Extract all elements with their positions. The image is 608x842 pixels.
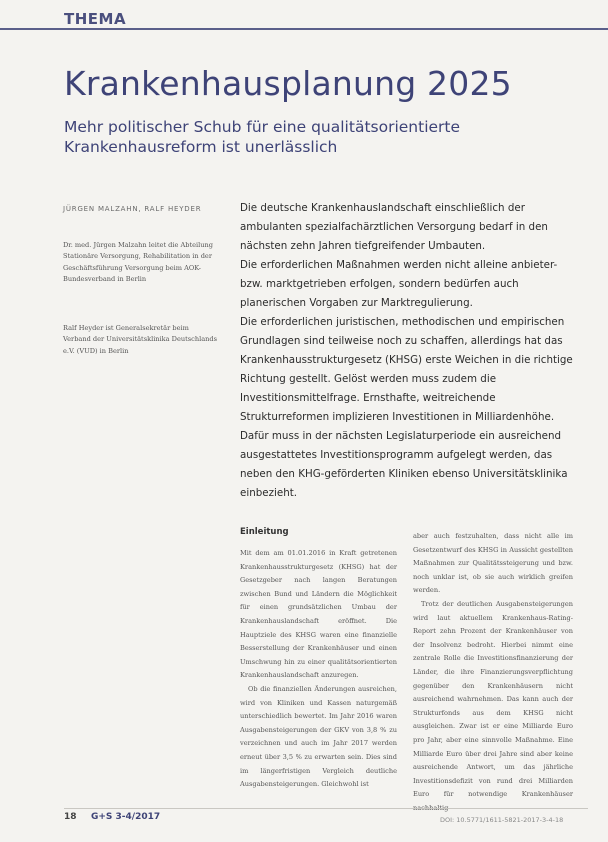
- body-paragraph: Mit dem am 01.01.2016 in Kraft getretenen Krankenhausstrukturgesetz (KHSG) hat der Gesetzgeber nach langen Beratungen zwischen Bund und Ländern die Möglichkeit für einen grundsätzlichen Umbau der Krankenhauslandschaft eröffnet. Die Hauptziele des KHSG waren eine finanzielle Besserstellung der Krankenhäuser und einen Umschwung hin zu einer qualitätsorientierten Krankenhauslandschaft anzuregen.: [240, 549, 397, 680]
- author-names: JÜRGEN MALZAHN, RALF HEYDER: [63, 205, 202, 213]
- section-label: THEMA: [64, 10, 127, 28]
- doi: DOI: 10.5771/1611-5821-2017-3-4-18: [440, 816, 564, 824]
- body-paragraph: Trotz der deutlichen Ausgabensteigerungen wird laut aktuellem Krankenhaus-Rating-Report zehn Prozent der Krankenhäuser von der Insolvenz bedroht. Hierbei nimmt eine zentrale Rolle die Investitionsfinanzierung der Länder, die ihre Finanzierungsverpflichtung gegenüber den Krankenhäusern nicht ausreichend wahrnehmen. Das kann auch der Strukturfonds aus dem KHSG nicht ausgleichen. Zwar ist er eine Milliarde Euro pro Jahr, aber eine sinnvolle Maßnahme. Eine Milliarde Euro über drei Jahre sind aber keine ausreichende Antwort, um das jährliche Investitionsdefizit von rund drei Milliarden Euro für notwendige Krankenhäuser: [413, 599, 573, 799]
- lead-paragraph: [240, 199, 575, 503]
- body-column-left: [240, 547, 397, 792]
- lead-text: Dafür muss in der nächsten Legislaturperiode ein ausreichend ausgestattetes Investitionsprogramm aufgelegt werden, das neben den KHG-geförderten Kliniken ebenso Universitätsklinika einbezieht.: [240, 430, 568, 499]
- journal-issue: G+S 3-4/2017: [91, 812, 161, 822]
- body-column-right: [413, 530, 573, 815]
- body-paragraph: aber auch festzuhalten, dass nicht alle im Gesetzentwurf des KHSG in Aussicht gestellten Maßnahmen zur Qualitätssteigerung und bzw. noch unklar ist, ob sie auch wirklich greifen werden.: [413, 532, 573, 595]
- section-heading: Einleitung: [240, 527, 289, 537]
- article-subtitle: Mehr politischer Schub für eine qualitätsorientierte Krankenhausreform ist unerlässlich: [64, 118, 461, 156]
- article-title: Krankenhausplanung 2025: [64, 64, 512, 103]
- lead-text: Die erforderlichen juristischen, methodischen und empirischen Grundlagen sind teilweise noch zu schaffen, allerdings hat das Krankenhausstrukturgesetz (KHSG) erste Weichen in die richtige Richtung gestellt. Gelöst werden muss zudem die Investitionsmittelfrage. Ernsthafte, weitreichende Strukturreformen implizieren Investitionen in Milliardenhöhe.: [240, 316, 573, 423]
- lead-text: Die deutsche Krankenhauslandschaft einschließlich der ambulanten spezialfachärztlichen Versorgung bedarf in den nächsten zehn Jahren tiefgreifender Umbauten.: [240, 202, 548, 252]
- lead-text: Die erforderlichen Maßnahmen werden nicht alleine anbieter- bzw. marktgetrieben erfolgen, sondern bedürfen auch planerischen Vorgaben zur Marktregulierung.: [240, 259, 558, 309]
- author-bio-malzahn: Dr. med. Jürgen Malzahn leitet die Abteilung Stationäre Versorgung, Rehabilitation in der Geschäftsführung Versorgung beim AOK-Bundesverband in Berlin: [63, 241, 213, 284]
- body-paragraph: Ob die finanziellen Änderungen ausreichen, wird von Kliniken und Kassen naturgemäß unterschiedlich bewertet. Im Jahr 2016 waren Ausgabensteigerungen der GKV von 3,8 % zu verzeichnen und auch im Jahr 2017 werden erneut über 3,5 % zu erwarten sein. Dies sind im längerfristigen Vergleich deutliche Ausgabensteigerungen. Gleichwohl ist: [240, 684, 397, 789]
- header-rule: [0, 28, 608, 30]
- page-number: 18: [64, 812, 77, 822]
- footer-rule: [64, 808, 588, 809]
- author-bio-heyder: Ralf Heyder ist Generalsekretär beim Verband der Universitätsklinika Deutschlands e.V. (VUD) in Berlin: [63, 324, 217, 355]
